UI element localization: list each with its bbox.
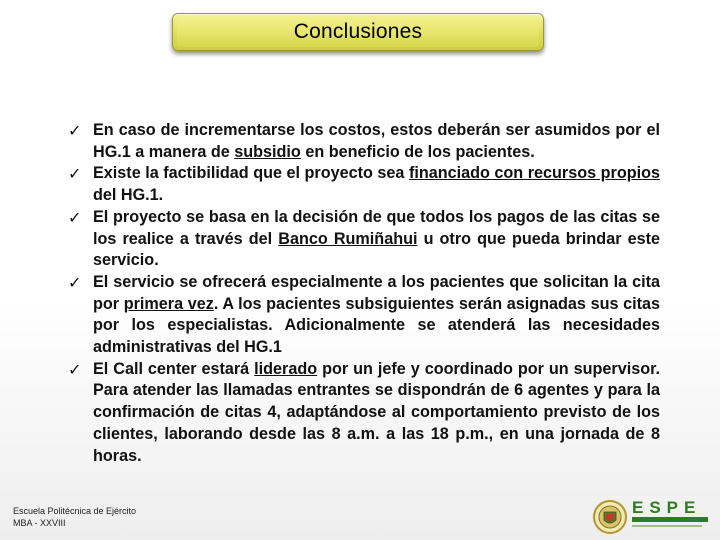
underlined-text: Banco Rumiñahui (278, 229, 418, 248)
footer-institution: Escuela Politécnica de Ejército (13, 506, 137, 516)
conclusions-list (70, 120, 660, 467)
espe-logo-text: ESPE (632, 498, 702, 517)
item-text: u otro que pueda brindar este servicio. (93, 229, 660, 270)
page-title: Conclusiones (293, 20, 423, 43)
item-text: del HG.1. (93, 186, 164, 205)
checkmark-icon: ✓ (68, 272, 82, 292)
underlined-text: subsidio (234, 142, 301, 161)
conclusions-content (70, 120, 660, 467)
espe-logo-line (632, 525, 702, 527)
checkmark-icon: ✓ (68, 359, 82, 379)
title-banner (172, 13, 544, 51)
item-text: . A los pacientes subsiguientes serán asignadas sus citas por los especialistas. Adicionalmente se atenderá las necesidades administrativas del HG.1 (93, 294, 660, 357)
item-text: Existe la factibilidad que el proyecto sea (93, 164, 409, 183)
footer-program: MBA - XXVIII (13, 518, 66, 528)
underlined-text: liderado (254, 359, 318, 378)
underlined-text: financiado con recursos propios (408, 164, 660, 183)
conclusion-item (70, 207, 660, 272)
checkmark-icon: ✓ (68, 164, 82, 184)
footer (13, 505, 136, 529)
conclusion-item (70, 163, 660, 206)
item-text: por un jefe y coordinado por un supervisor. Para atender las llamadas entrantes se dispondrán de 6 agentes y para la confirmación de citas 4, adaptándose al comportamiento previsto de los clientes, laborando desde las 8 a.m. a las 18 p.m., en una jornada de 8 horas. (93, 359, 660, 465)
item-text: El Call center estará (93, 359, 255, 378)
underlined-text: primera vez (123, 294, 214, 313)
espe-logo (592, 498, 710, 538)
espe-logo-band (632, 517, 708, 522)
conclusion-item (70, 120, 660, 163)
checkmark-icon: ✓ (68, 121, 82, 140)
item-text: El servicio se ofrecerá especialmente a los pacientes que solicitan la cita por (93, 272, 660, 313)
conclusion-item (70, 272, 660, 359)
checkmark-icon: ✓ (68, 207, 82, 227)
espe-crest-icon (592, 498, 628, 536)
conclusion-item (70, 359, 660, 468)
item-text: en beneficio de los pacientes. (300, 142, 535, 161)
item-text: En caso de incrementarse los costos, estos deberán ser asumidos por el HG.1 a manera de (93, 121, 660, 161)
item-text: El proyecto se basa en la decisión de que todos los pagos de las citas se los realice a través del (93, 207, 660, 248)
